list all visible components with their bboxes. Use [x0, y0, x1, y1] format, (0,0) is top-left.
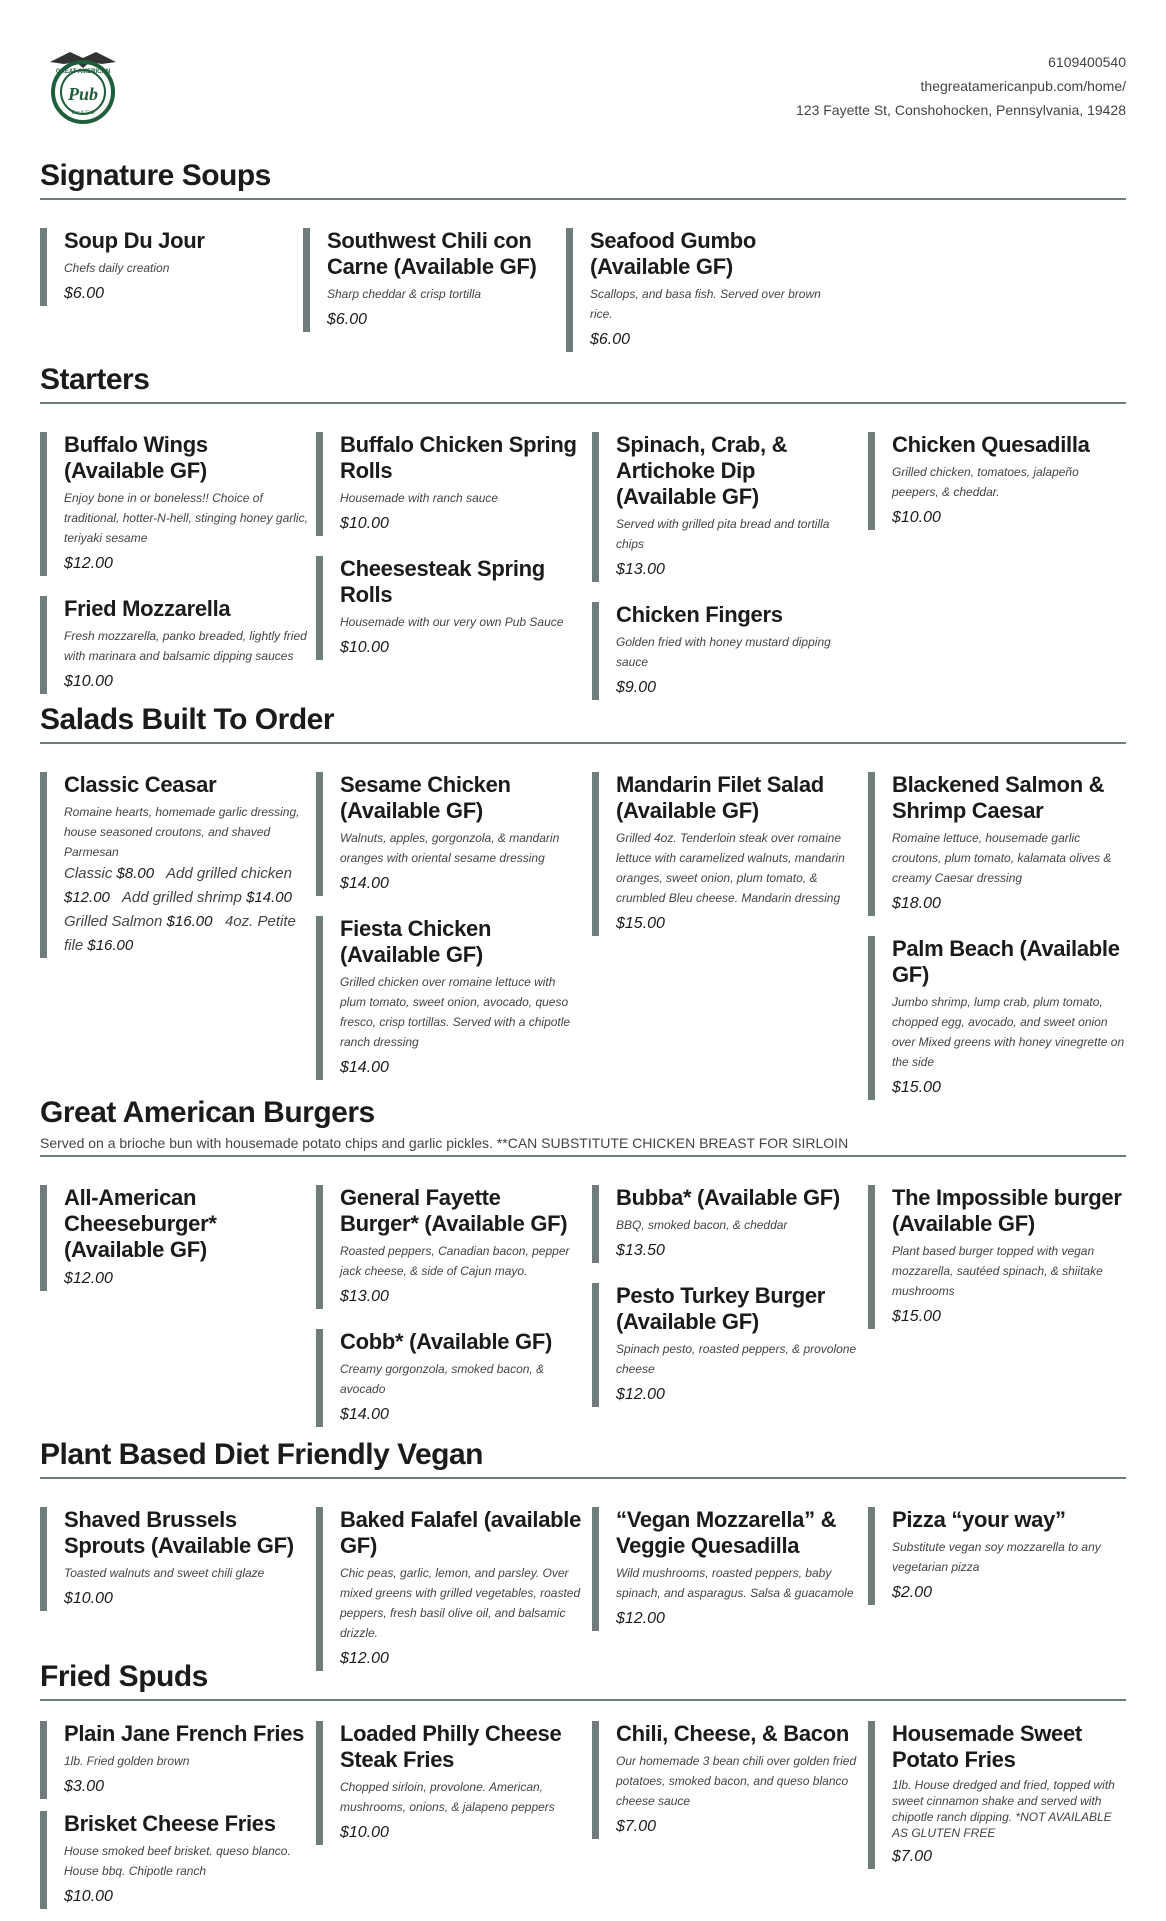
pub-eagle-logo-icon [40, 40, 126, 126]
menu-grid [40, 228, 1126, 368]
item-description: 1lb. Fried golden brown [64, 1754, 190, 1768]
item-name: Southwest Chili con Carne (Available GF) [327, 228, 537, 279]
item-description: BBQ, smoked bacon, & cheddar [616, 1218, 788, 1232]
section-burgers [40, 1095, 1126, 1423]
item-price: $12.00 [616, 1386, 665, 1403]
item-description: Plant based burger topped with vegan mozzarella, sautéed spinach, & shiitake mushrooms [892, 1244, 1103, 1298]
phone-number[interactable]: 6109400540 [1048, 54, 1126, 70]
section-divider [40, 1699, 1126, 1701]
item-name: Pizza “your way” [892, 1507, 1066, 1532]
item-price: $13.00 [616, 561, 665, 578]
item-name: Blackened Salmon & Shrimp Caesar [892, 772, 1105, 823]
page-header [40, 40, 1126, 140]
item-description: Served with grilled pita bread and tortilla chips [616, 517, 830, 551]
item-name: Classic Ceasar [64, 772, 217, 797]
item-description: Walnuts, apples, gorgonzola, & mandarin oranges with oriental sesame dressing [340, 831, 560, 865]
section-divider [40, 1155, 1126, 1157]
item-price: $14.00 [340, 875, 389, 892]
item-name: Cheesesteak Spring Rolls [340, 556, 545, 607]
item-price: $10.00 [340, 1824, 389, 1841]
item-price: $12.00 [616, 1610, 665, 1627]
website-link[interactable]: thegreatamericanpub.com/home/ [920, 78, 1126, 94]
item-price: $6.00 [590, 331, 631, 348]
item-price: $13.00 [340, 1288, 389, 1305]
item-name: Chili, Cheese, & Bacon [616, 1721, 850, 1746]
option-label: 4oz. Petite file [64, 913, 296, 954]
section-subtitle: Served on a brioche bun with housemade potato chips and garlic pickles. **CAN SUBSTITUTE CHICKEN BREAST FOR SIRLOIN [40, 1135, 849, 1151]
item-price: $2.00 [892, 1584, 933, 1601]
menu-grid [40, 432, 1126, 696]
section-salads [40, 702, 1126, 1102]
item-name: Buffalo Chicken Spring Rolls [340, 432, 577, 483]
item-description: Wild mushrooms, roasted peppers, baby spinach, and asparagus. Salsa & guacamole [616, 1566, 854, 1600]
item-description: Fresh mozzarella, panko breaded, lightly fried with marinara and balsamic dipping sauces [64, 629, 307, 663]
item-description: House smoked beef brisket. queso blanco. House bbq. Chipotle ranch [64, 1844, 291, 1878]
section-divider [40, 402, 1126, 404]
item-description: Grilled chicken, tomatoes, jalapeño peepers, & cheddar. [892, 465, 1079, 499]
item-description: Our homemade 3 bean chili over golden fried potatoes, smoked bacon, and queso blanco cheese sauce [616, 1754, 857, 1808]
item-price: $10.00 [64, 1888, 113, 1905]
item-description: Golden fried with honey mustard dipping sauce [616, 635, 831, 669]
section-divider [40, 742, 1126, 744]
item-price: $18.00 [892, 895, 941, 912]
address: 123 Fayette St, Conshohocken, Pennsylvania, 19428 [796, 102, 1126, 118]
caesar-price-options [64, 862, 308, 958]
item-description: Grilled chicken over romaine lettuce with plum tomato, sweet onion, avocado, queso fresco, crisp tortillas. Served with a chipotle ranch dressing [340, 975, 571, 1049]
item-price: $6.00 [64, 285, 105, 302]
menu-item [592, 1283, 860, 1407]
logo-text-bottom: Bar & Grill [71, 110, 95, 116]
section-title: Signature Soups [40, 159, 271, 192]
item-price: $14.00 [340, 1406, 389, 1423]
menu-item [592, 1185, 860, 1263]
logo-text-top: GREAT AMERICAN [55, 69, 111, 75]
item-name: Housemade Sweet Potato Fries [892, 1721, 1082, 1772]
menu-item [592, 1507, 860, 1631]
item-price: $12.00 [64, 1270, 113, 1287]
option-price: $14.00 [246, 889, 292, 906]
menu-item [868, 432, 1126, 530]
menu-item [40, 1721, 308, 1799]
menu-item [868, 1185, 1126, 1329]
option-label: Add grilled chicken [166, 865, 292, 882]
item-price: $10.00 [64, 673, 113, 690]
item-price: $7.00 [616, 1818, 657, 1835]
menu-item [40, 432, 308, 576]
item-name: Sesame Chicken (Available GF) [340, 772, 511, 823]
section-divider [40, 198, 1126, 200]
item-price: $3.00 [64, 1778, 105, 1795]
item-price: $6.00 [327, 311, 368, 328]
item-price: $10.00 [892, 509, 941, 526]
item-name: Plain Jane French Fries [64, 1721, 305, 1746]
menu-item [592, 1721, 860, 1839]
item-description: Jumbo shrimp, lump crab, plum tomato, chopped egg, avocado, and sweet onion over Mixed greens with honey vinegrette on the side [892, 995, 1125, 1069]
item-name: Shaved Brussels Sprouts (Available GF) [64, 1507, 294, 1558]
option-label: Classic [64, 865, 113, 882]
item-price: $13.50 [616, 1242, 665, 1259]
item-price: $10.00 [340, 515, 389, 532]
menu-item [316, 1507, 584, 1671]
section-title: Starters [40, 363, 150, 396]
item-price: $12.00 [64, 555, 113, 572]
item-description: Spinach pesto, roasted peppers, & provolone cheese [616, 1342, 857, 1376]
option-label: Grilled Salmon [64, 913, 163, 930]
menu-item [40, 772, 308, 958]
item-name: Seafood Gumbo (Available GF) [590, 228, 756, 279]
menu-item [316, 1721, 584, 1845]
option-price: $12.00 [64, 889, 110, 906]
section-title: Salads Built To Order [40, 703, 334, 736]
menu-item [40, 228, 295, 306]
item-name: All-American Cheeseburger* (Available GF) [64, 1185, 217, 1262]
item-price: $10.00 [64, 1590, 113, 1607]
section-fried-spuds [40, 1659, 1126, 1921]
menu-item [316, 1329, 584, 1427]
item-price: $15.00 [616, 915, 665, 932]
menu-item [868, 936, 1126, 1100]
option-price: $16.00 [166, 913, 213, 930]
item-name: Baked Falafel (available GF) [340, 1507, 582, 1558]
menu-item [316, 432, 584, 536]
menu-item [316, 556, 584, 660]
contact-info [796, 50, 1126, 122]
item-description: Housemade with ranch sauce [340, 491, 499, 505]
item-description: Sharp cheddar & crisp tortilla [327, 287, 482, 301]
menu-item [566, 228, 821, 352]
menu-item [316, 1185, 584, 1309]
item-description: Creamy gorgonzola, smoked bacon, & avocado [340, 1362, 545, 1396]
section-signature-soups [40, 158, 1126, 368]
menu-item [40, 596, 308, 694]
item-price: $7.00 [892, 1848, 933, 1865]
section-title: Fried Spuds [40, 1660, 208, 1693]
option-price: $16.00 [87, 937, 134, 954]
item-name: Pesto Turkey Burger (Available GF) [616, 1283, 826, 1334]
item-name: Buffalo Wings (Available GF) [64, 432, 208, 483]
menu-item [40, 1185, 308, 1291]
item-name: Chicken Quesadilla [892, 432, 1090, 457]
menu-item [316, 916, 584, 1080]
section-title: Great American Burgers [40, 1096, 375, 1129]
item-description: Housemade with our very own Pub Sauce [340, 615, 564, 629]
menu-grid [40, 1721, 1126, 1921]
item-name: Chicken Fingers [616, 602, 783, 627]
item-name: Cobb* (Available GF) [340, 1329, 552, 1354]
menu-item [868, 1721, 1126, 1869]
menu-grid [40, 1507, 1126, 1667]
option-label: Add grilled shrimp [121, 889, 242, 906]
menu-grid [40, 772, 1126, 1102]
menu-item [40, 1507, 308, 1611]
menu-item [868, 1507, 1126, 1605]
menu-item [303, 228, 558, 332]
item-price: $10.00 [340, 639, 389, 656]
section-divider [40, 1477, 1126, 1479]
item-name: Fried Mozzarella [64, 596, 231, 621]
item-price: $15.00 [892, 1079, 941, 1096]
item-description: Chopped sirloin, provolone. American, mushrooms, onions, & jalapeno peppers [340, 1780, 555, 1814]
item-price: $12.00 [340, 1650, 389, 1667]
item-description: Scallops, and basa fish. Served over brown rice. [590, 287, 821, 321]
item-description: Enjoy bone in or boneless!! Choice of traditional, hotter-N-hell, stinging honey garlic, teriyaki sesame [64, 491, 308, 545]
item-name: General Fayette Burger* (Available GF) [340, 1185, 568, 1236]
item-name: “Vegan Mozzarella” & Veggie Quesadilla [616, 1507, 837, 1558]
item-price: $9.00 [616, 679, 657, 696]
option-price: $8.00 [116, 865, 155, 882]
menu-item [316, 772, 584, 896]
item-name: Brisket Cheese Fries [64, 1811, 276, 1836]
item-name: Fiesta Chicken (Available GF) [340, 916, 492, 967]
logo-text-center: Pub [67, 84, 99, 104]
item-description: Chefs daily creation [64, 261, 170, 275]
item-description: Roasted peppers, Canadian bacon, pepper jack cheese, & side of Cajun mayo. [340, 1244, 570, 1278]
item-description: 1lb. House dredged and fried, topped with sweet cinnamon shake and served with chipotle ranch dipping. *NOT AVAILABLE AS GLUTEN FREE [892, 1778, 1115, 1840]
item-name: Palm Beach (Available GF) [892, 936, 1120, 987]
menu-item [592, 602, 860, 700]
item-name: Soup Du Jour [64, 228, 205, 253]
item-name: Spinach, Crab, & Artichoke Dip (Available GF) [616, 432, 788, 509]
menu-item [592, 432, 860, 582]
item-price: $15.00 [892, 1308, 941, 1325]
item-name: The Impossible burger (Available GF) [892, 1185, 1122, 1236]
menu-grid [40, 1185, 1126, 1423]
item-description: Romaine hearts, homemade garlic dressing, house seasoned croutons, and shaved Parmesan [64, 805, 300, 859]
item-description: Romaine lettuce, housemade garlic croutons, plum tomato, kalamata olives & creamy Caesar dressing [892, 831, 1112, 885]
item-description: Substitute vegan soy mozzarella to any vegetarian pizza [892, 1540, 1101, 1574]
menu-item [40, 1811, 308, 1909]
section-title: Plant Based Diet Friendly Vegan [40, 1438, 483, 1471]
item-name: Mandarin Filet Salad (Available GF) [616, 772, 824, 823]
menu-item [592, 772, 860, 936]
item-name: Bubba* (Available GF) [616, 1185, 840, 1210]
section-starters [40, 362, 1126, 696]
item-price: $14.00 [340, 1059, 389, 1076]
item-description: Chic peas, garlic, lemon, and parsley. Over mixed greens with grilled vegetables, roasted peppers, fresh basil olive oil, and balsamic drizzle. [340, 1566, 581, 1640]
section-plant-based-vegan [40, 1437, 1126, 1667]
item-description: Toasted walnuts and sweet chili glaze [64, 1566, 265, 1580]
menu-item [868, 772, 1126, 916]
item-name: Loaded Philly Cheese Steak Fries [340, 1721, 562, 1772]
item-description: Grilled 4oz. Tenderloin steak over romaine lettuce with caramelized walnuts, mandarin oranges, sweet onion, plum tomato, & crumbled Bleu cheese. Mandarin dressing [616, 831, 845, 905]
